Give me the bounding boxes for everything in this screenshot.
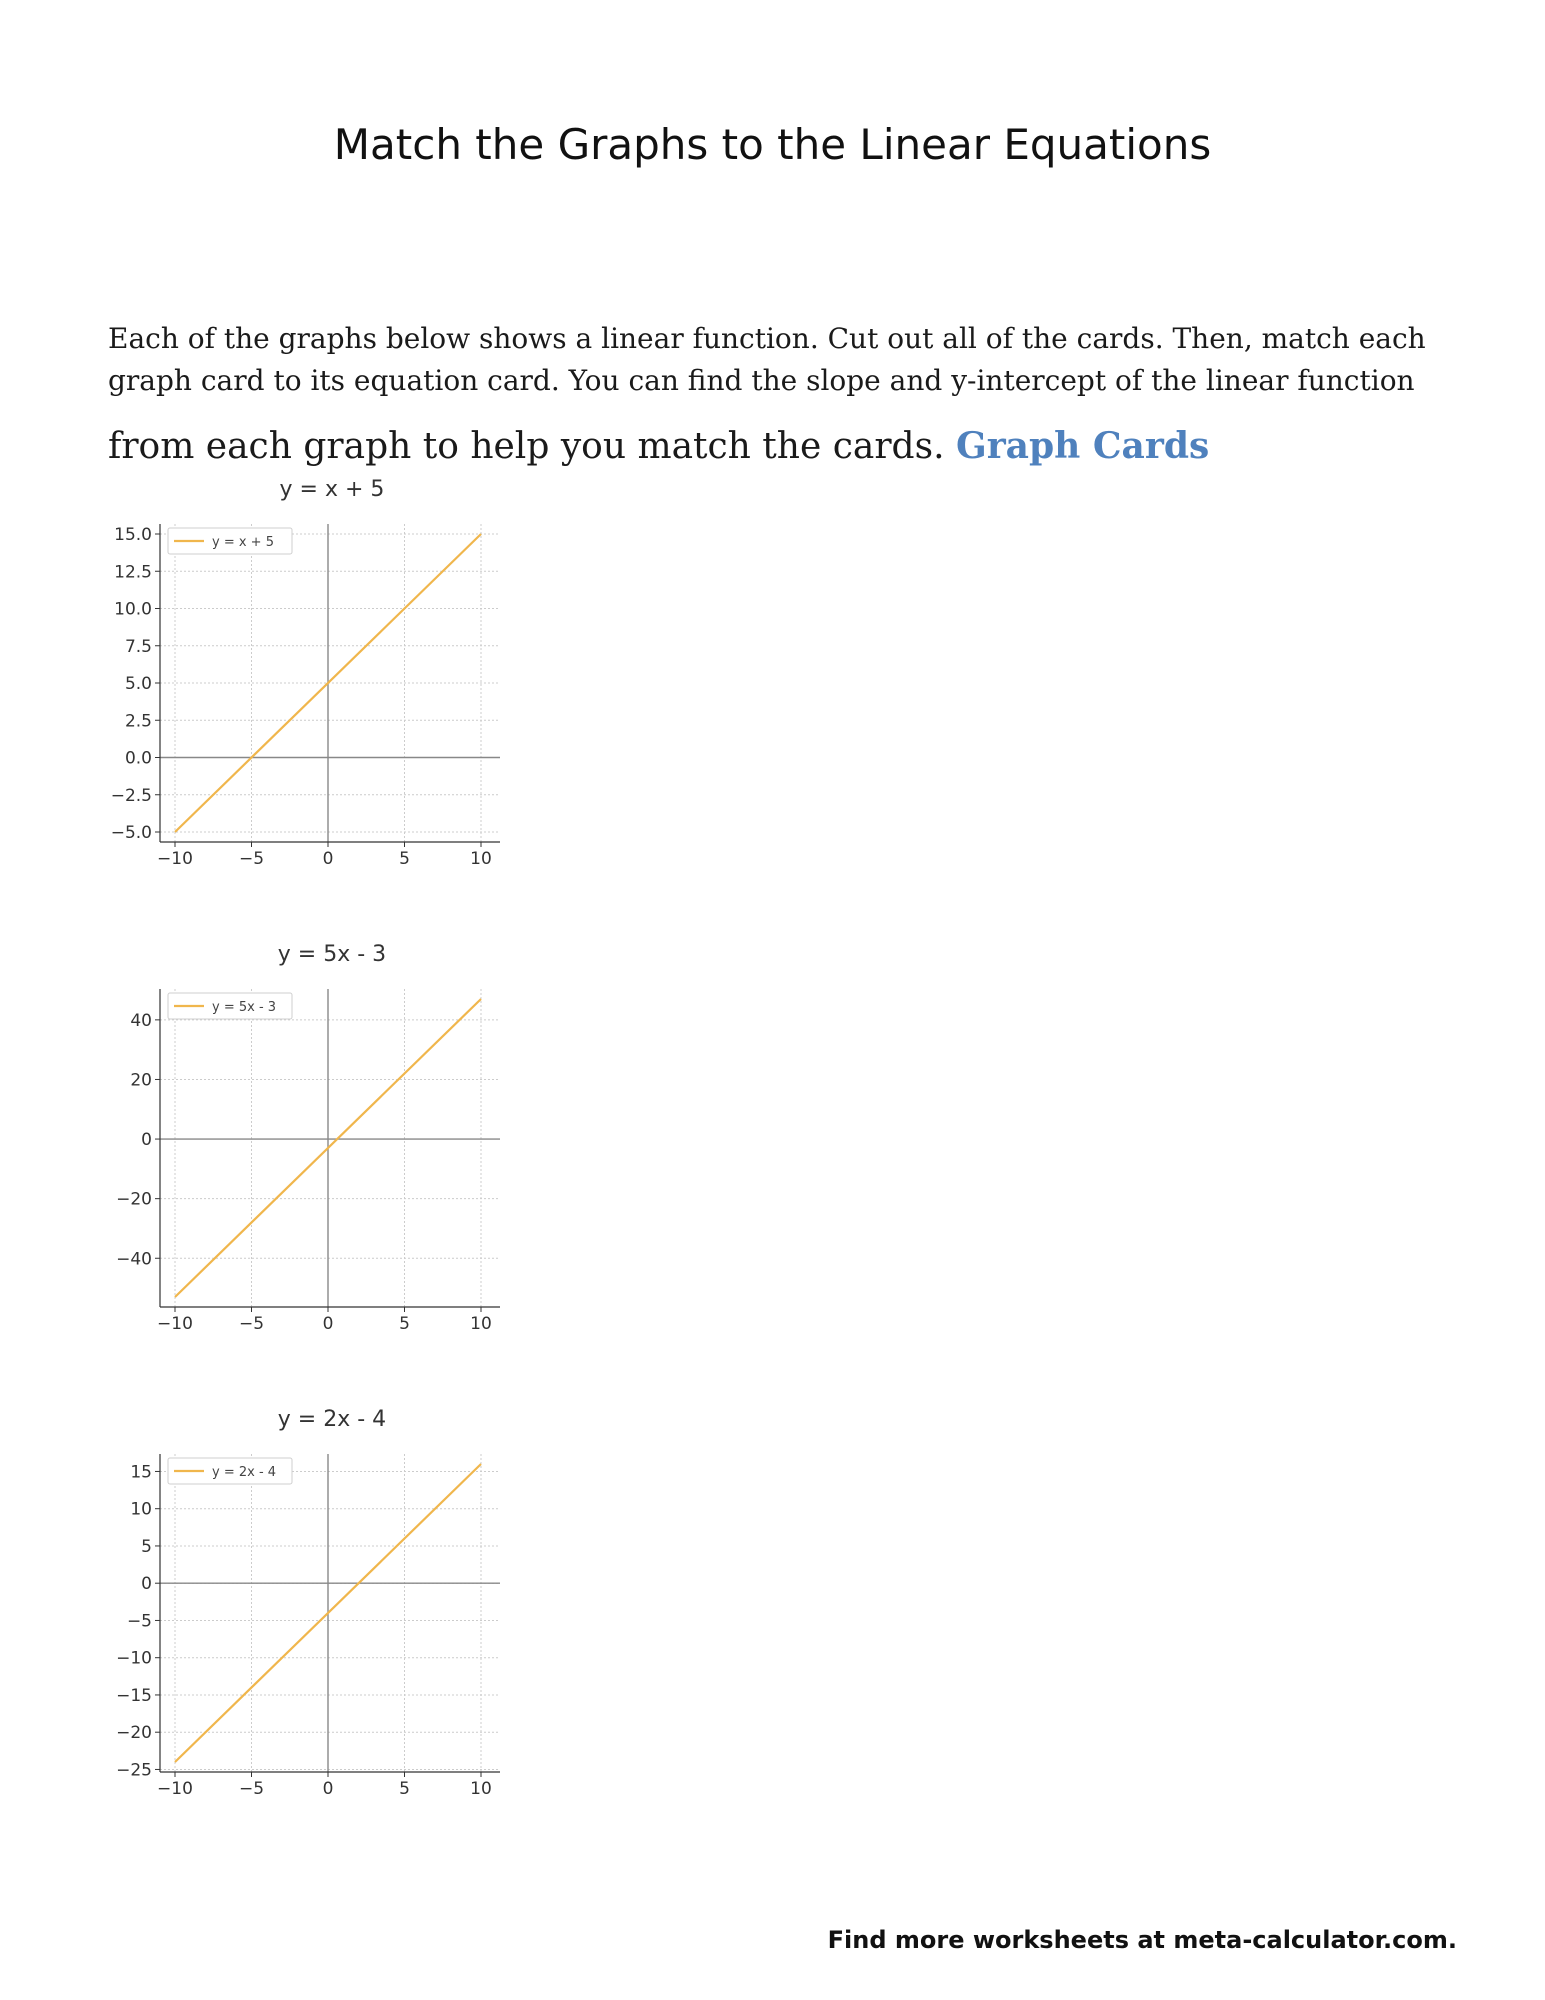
y-tick-label: 0.0 <box>124 748 152 769</box>
graph-card-1 <box>100 470 520 870</box>
y-tick-label: 2.5 <box>124 711 152 732</box>
y-tick-label: −40 <box>116 1249 152 1270</box>
y-tick-label: −15 <box>116 1685 152 1706</box>
y-tick-label: 20 <box>130 1070 152 1091</box>
legend-label: y = 5x - 3 <box>212 1000 277 1015</box>
section-heading: Graph Cards <box>955 425 1210 467</box>
y-tick-label: −10 <box>116 1648 152 1669</box>
x-tick-label: 5 <box>399 849 410 869</box>
x-tick-label: −5 <box>238 1314 265 1334</box>
x-tick-label: 5 <box>399 1779 410 1799</box>
y-tick-label: 10 <box>130 1499 152 1520</box>
footer-text: Find more worksheets at meta-calculator.com. <box>827 1926 1457 1954</box>
page-title: Match the Graphs to the Linear Equations <box>333 120 1212 169</box>
y-tick-label: −5.0 <box>110 823 152 843</box>
intro-text: Each of the graphs below shows a linear function. Cut out all of the cards. Then, match each graph card to its equation card. You can find the slope and y-intercept of the linear function <box>108 322 1426 397</box>
x-tick-label: 10 <box>470 1779 492 1799</box>
chart-title: y = x + 5 <box>279 477 385 502</box>
chart-svg <box>100 935 520 1335</box>
x-tick-label: −10 <box>157 1779 193 1799</box>
y-tick-label: 12.5 <box>114 562 152 583</box>
y-tick-label: −20 <box>116 1189 152 1210</box>
chart-title: y = 2x - 4 <box>277 1407 387 1432</box>
intro-last-line-text: from each graph to help you match the cards. <box>108 426 945 467</box>
y-tick-label: −2.5 <box>110 785 152 806</box>
y-tick-label: −25 <box>116 1760 152 1781</box>
legend-label: y = 2x - 4 <box>212 1465 277 1480</box>
legend-label: y = x + 5 <box>212 535 274 550</box>
y-tick-label: −5 <box>126 1611 152 1632</box>
x-tick-label: −10 <box>157 849 193 869</box>
x-tick-label: −10 <box>157 1314 193 1334</box>
x-tick-label: 0 <box>322 1314 334 1334</box>
x-tick-label: −5 <box>238 849 265 869</box>
y-tick-label: 5 <box>141 1536 152 1557</box>
x-tick-label: 10 <box>470 849 492 869</box>
chart-svg <box>100 1400 520 1800</box>
graph-card-3 <box>100 1400 520 1800</box>
y-tick-label: 15 <box>130 1462 152 1483</box>
x-tick-label: 5 <box>399 1314 410 1334</box>
y-tick-label: 0 <box>141 1130 152 1151</box>
y-tick-label: 15.0 <box>114 525 152 545</box>
intro-last-line <box>108 425 1209 467</box>
graph-card-2 <box>100 935 520 1335</box>
chart-svg <box>100 470 520 870</box>
y-tick-label: 7.5 <box>124 636 152 657</box>
y-tick-label: 5.0 <box>124 674 152 694</box>
y-tick-label: 0 <box>141 1574 152 1595</box>
x-tick-label: 0 <box>322 1779 334 1799</box>
chart-title: y = 5x - 3 <box>277 942 387 967</box>
y-tick-label: 10.0 <box>114 599 152 620</box>
x-tick-label: 0 <box>322 849 334 869</box>
y-tick-label: −20 <box>116 1723 152 1744</box>
x-tick-label: 10 <box>470 1314 492 1334</box>
x-tick-label: −5 <box>238 1779 265 1799</box>
y-tick-label: 40 <box>130 1010 152 1031</box>
